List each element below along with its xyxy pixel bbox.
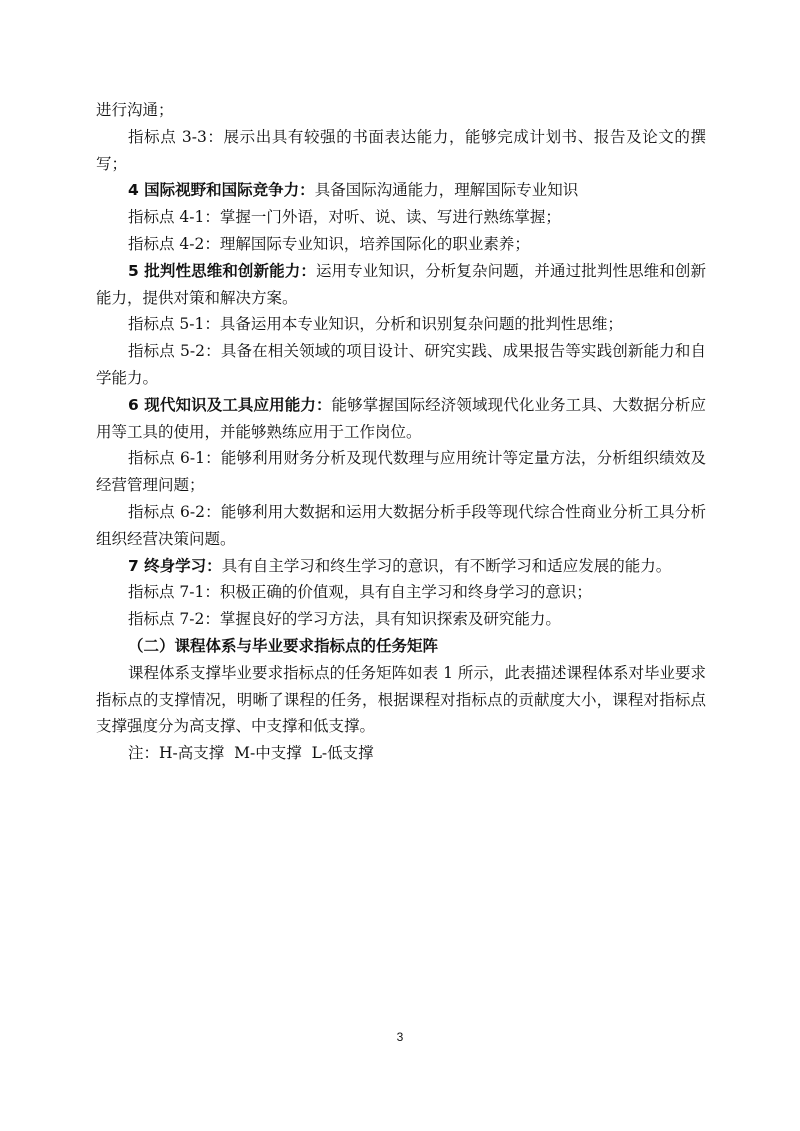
requirement-5-title: 5 批判性思维和创新能力： <box>128 261 316 280</box>
requirement-7-title: 7 终身学习： <box>128 556 222 575</box>
requirement-6-text: 能够掌握国际经济领域现代化业务工具、大数据分析应用等工具的使用，并能够熟练应用于工作岗位。 <box>96 395 706 441</box>
requirement-6-title: 6 现代知识及工具应用能力： <box>128 395 332 414</box>
indicator-6-2: 指标点 6-2：能够利用大数据和运用大数据分析手段等现代综合性商业分析工具分析组织经营决策问题。 <box>96 502 706 548</box>
indicator-4-2: 指标点 4-2：理解国际专业知识，培养国际化的职业素养； <box>128 234 530 253</box>
legend-note: 注：H-高支撑 M-中支撑 L-低支撑 <box>128 744 374 763</box>
indicator-7-2: 指标点 7-2：掌握良好的学习方法，具有知识探索及研究能力。 <box>128 610 561 629</box>
requirement-5 <box>96 258 706 312</box>
page-content <box>96 97 706 767</box>
requirement-7 <box>96 553 706 580</box>
indicator-3-3: 指标点 3-3：展示出具有较强的书面表达能力，能够完成计划书、报告及论文的撰写； <box>96 127 706 173</box>
requirement-7-text: 具有自主学习和终生学习的意识，有不断学习和适应发展的能力。 <box>221 556 672 575</box>
requirement-4-title: 4 国际视野和国际竞争力： <box>128 181 315 200</box>
section-paragraph: 课程体系支撑毕业要求指标点的任务矩阵如表 1 所示，此表描述课程体系对毕业要求指标点的支撑情况，明晰了课程的任务，根据课程对指标点的贡献度大小，课程对指标点支撑强度分为高支撑、中支撑和低支撑。 <box>96 663 706 736</box>
indicator-5-2: 指标点 5-2：具备在相关领域的项目设计、研究实践、成果报告等实践创新能力和自学能力。 <box>96 342 706 387</box>
indicator-4-1: 指标点 4-1：掌握一门外语，对听、说、读、写进行熟练掌握； <box>128 208 561 227</box>
paragraph-continuation: 进行沟通； <box>96 101 174 119</box>
indicator-6-1: 指标点 6-1：能够利用财务分析及现代数理与应用统计等定量方法，分析组织绩效及经营管理问题； <box>96 449 706 495</box>
requirement-6 <box>96 392 706 446</box>
indicator-5-1: 指标点 5-1：具备运用本专业知识，分析和识别复杂问题的批判性思维； <box>128 315 623 334</box>
page-number: 3 <box>396 1030 404 1044</box>
section-title: （二）课程体系与毕业要求指标点的任务矩阵 <box>128 636 439 655</box>
requirement-4 <box>96 177 706 204</box>
section-heading <box>96 633 706 660</box>
indicator-7-1: 指标点 7-1：积极正确的价值观，具有自主学习和终身学习的意识； <box>128 583 592 602</box>
requirement-5-text: 运用专业知识，分析复杂问题，并通过批判性思维和创新能力，提供对策和解决方案。 <box>96 261 706 307</box>
requirement-4-text: 具备国际沟通能力，理解国际专业知识 <box>314 181 579 200</box>
